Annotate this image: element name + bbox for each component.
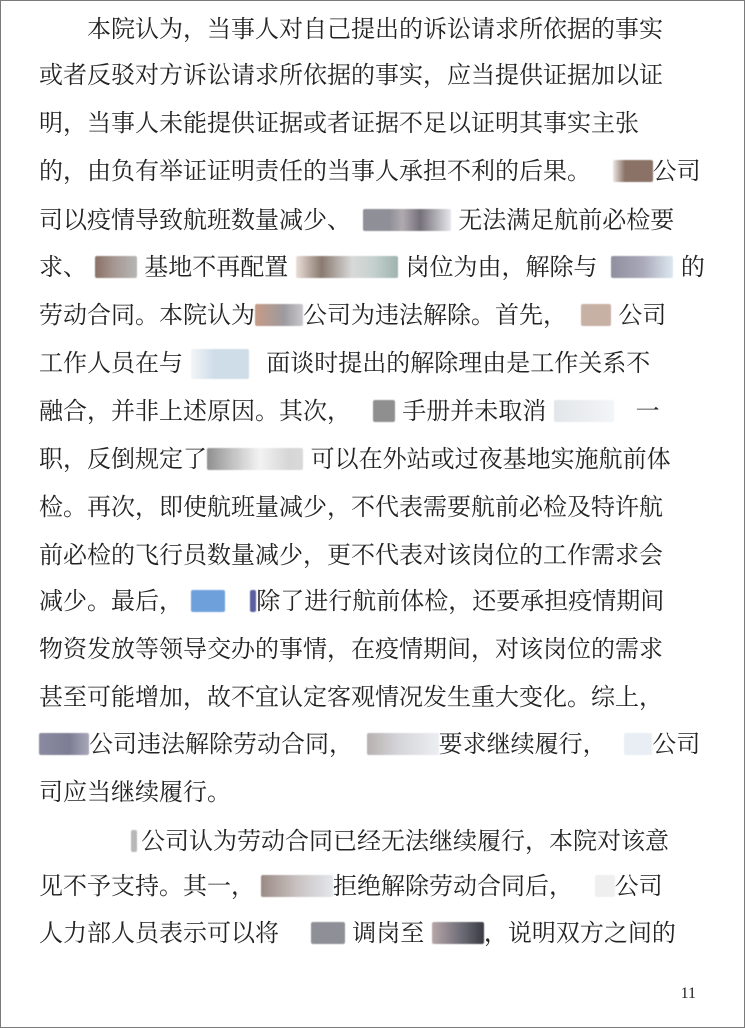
text-line	[39, 388, 660, 434]
text-segment: 手册并未取消	[402, 397, 547, 425]
text-segment: 基地不再配置	[144, 253, 289, 281]
text-segment: 甚至可能增加，故不宜认定客观情况发生重大变化。综上，	[39, 683, 663, 711]
text-line	[39, 52, 663, 98]
text-line	[87, 6, 663, 52]
text-segment: 公司认为劳动合同已经无法继续履行，本院对该意	[141, 827, 669, 855]
text-segment: 本院认为，当事人对自己提出的诉讼请求所依据的事实	[87, 15, 663, 43]
redaction-mask	[432, 922, 484, 944]
text-segment: 的，由负有举证证明责任的当事人承担不利的后果。	[39, 157, 591, 185]
text-segment: 无法满足航前必检要	[458, 206, 675, 234]
text-line	[39, 340, 650, 386]
redaction-mask	[261, 875, 333, 897]
text-segment: 公司	[652, 157, 701, 185]
text-line	[39, 100, 639, 146]
text-line	[39, 197, 674, 243]
text-segment: 司应当继续履行。	[39, 778, 231, 806]
redaction-mask	[39, 733, 89, 755]
text-segment: ，说明双方之间的	[483, 919, 676, 947]
redaction-mask	[554, 400, 614, 422]
text-segment: 明，当事人未能提供证据或者证据不足以证明其事实主张	[39, 109, 639, 137]
text-segment: 拒绝解除劳动合同后，	[333, 872, 573, 900]
text-segment: 岗位为由，解除与	[405, 253, 598, 281]
text-segment: 公司违法解除劳动合同，	[89, 730, 353, 758]
text-segment: 要求继续履行，	[438, 730, 607, 758]
redaction-mask	[613, 160, 653, 182]
text-segment: 公司为违法解除。首先，	[303, 301, 567, 329]
text-segment: 劳动合同。本院认为	[39, 301, 255, 329]
text-line	[39, 532, 663, 578]
redaction-mask	[367, 733, 439, 755]
text-line	[131, 818, 669, 864]
text-segment: 公司	[614, 872, 663, 900]
redaction-mask	[255, 304, 303, 326]
text-segment: 减少。最后，	[39, 587, 183, 615]
redaction-mask	[595, 875, 615, 897]
text-segment: 司以疫情导致航班数量减少、	[39, 206, 351, 234]
text-segment: 融合，并非上述原因。其次，	[39, 397, 351, 425]
text-segment: 检。再次，即使航班量减少，不代表需要航前必检及特许航	[39, 493, 663, 521]
redaction-mask	[131, 830, 137, 852]
text-line	[39, 292, 666, 338]
redaction-mask	[611, 256, 673, 278]
redaction-mask	[207, 448, 303, 470]
redaction-mask	[191, 590, 225, 612]
text-segment: 公司	[652, 730, 701, 758]
text-line	[39, 244, 705, 290]
redaction-mask	[95, 256, 137, 278]
text-segment: 或者反驳对方诉讼请求所依据的事实，应当提供证据加以证	[39, 61, 663, 89]
text-segment: 调岗至	[352, 919, 425, 947]
text-line	[39, 626, 663, 672]
text-line	[39, 910, 676, 956]
text-line	[39, 484, 663, 530]
text-segment: 职，反倒规定了	[39, 445, 207, 473]
text-segment: 的	[680, 253, 705, 281]
text-segment: 见不予支持。其一，	[39, 872, 255, 900]
text-segment: 公司	[618, 301, 667, 329]
redaction-mask	[363, 209, 451, 231]
redaction-mask	[311, 922, 345, 944]
text-line	[39, 148, 701, 194]
redaction-mask	[191, 349, 249, 379]
redaction-mask	[624, 733, 652, 755]
text-segment: 人力部人员表示可以将	[39, 919, 279, 947]
page-number: 11	[680, 985, 696, 1002]
text-line	[39, 769, 231, 815]
redaction-mask	[296, 256, 398, 278]
text-line	[39, 436, 671, 482]
text-line	[39, 721, 700, 767]
redaction-mask	[581, 304, 611, 326]
text-segment: 一	[635, 397, 660, 425]
text-segment: 可以在外站或过夜基地实施航前体	[310, 445, 671, 473]
text-segment: 物资发放等领导交办的事情，在疫情期间，对该岗位的需求	[39, 635, 663, 663]
text-line	[39, 674, 663, 720]
redaction-mask	[250, 590, 256, 612]
text-line	[39, 578, 664, 624]
text-segment: 面谈时提出的解除理由是工作关系不	[266, 349, 651, 377]
text-segment: 前必检的飞行员数量减少，更不代表对该岗位的工作需求会	[39, 541, 663, 569]
text-segment: 工作人员在与	[39, 349, 183, 377]
text-segment: 除了进行航前体检，还要承担疫情期间	[256, 587, 665, 615]
text-segment: 求、	[39, 253, 87, 281]
text-line	[39, 863, 663, 909]
redaction-mask	[373, 400, 395, 422]
